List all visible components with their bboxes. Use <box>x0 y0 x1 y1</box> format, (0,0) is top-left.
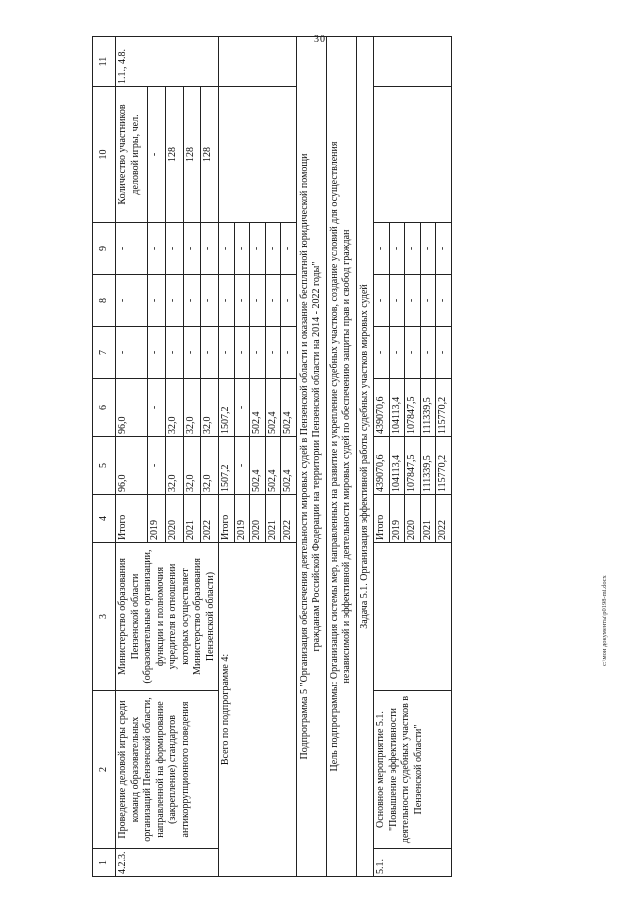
indicator-value: - <box>148 87 166 223</box>
value-cell: - <box>250 275 266 327</box>
value-cell: - <box>265 275 281 327</box>
value-cell: - <box>436 223 452 275</box>
regional-budget-cell: 439070,6 <box>374 379 390 437</box>
regional-budget-cell: - <box>234 379 250 437</box>
regional-budget-cell: 502,4 <box>250 379 266 437</box>
value-cell: - <box>183 327 201 379</box>
value-cell: - <box>405 275 421 327</box>
year-cell: 2020 <box>165 495 183 543</box>
indicator-value: 128 <box>165 87 183 223</box>
total-cell: 104113,4 <box>389 437 405 495</box>
value-cell: - <box>183 275 201 327</box>
measure-number: 5.1. <box>374 849 452 877</box>
value-cell: - <box>420 327 436 379</box>
value-cell: - <box>250 327 266 379</box>
value-cell: - <box>265 223 281 275</box>
subtotal-label: Всего по подпрограмме 4: <box>219 543 297 877</box>
subprogram-goal-row <box>326 37 356 877</box>
year-cell: 2019 <box>389 495 405 543</box>
total-cell: - <box>234 437 250 495</box>
measure-executor: Министерство образования Пензенской области (образовательные организации, функции и полномочия учредителя в отношении которых осуществляет Министерство образования Пензенской области) <box>116 543 219 691</box>
value-cell: - <box>201 327 219 379</box>
header-cell: 3 <box>93 543 116 691</box>
header-cell: 4 <box>93 495 116 543</box>
table-row <box>116 37 148 877</box>
total-cell: 111339,5 <box>420 437 436 495</box>
link-cell: 1.1., 4.8. <box>116 37 219 87</box>
value-cell: - <box>234 275 250 327</box>
value-cell: - <box>165 223 183 275</box>
table-row <box>374 37 390 877</box>
regional-budget-cell: - <box>148 379 166 437</box>
header-cell: 5 <box>93 437 116 495</box>
value-cell: - <box>389 327 405 379</box>
empty-cell <box>219 87 297 223</box>
total-cell: 502,4 <box>281 437 297 495</box>
total-cell: 107847,5 <box>405 437 421 495</box>
header-cell: 1 <box>93 849 116 877</box>
value-cell: - <box>234 223 250 275</box>
indicator-value: 128 <box>183 87 201 223</box>
indicator-name: Количество участников деловой игры, чел. <box>116 87 148 223</box>
value-cell: - <box>219 275 235 327</box>
value-cell: - <box>165 327 183 379</box>
value-cell: - <box>374 327 390 379</box>
header-cell: 7 <box>93 327 116 379</box>
total-cell: 1507,2 <box>219 437 235 495</box>
value-cell: - <box>265 327 281 379</box>
year-cell: Итого <box>116 495 148 543</box>
measure-name: Проведение деловой игры среди команд образовательных организаций Пензенской области, направленной на формирование (закрепление) стандартов антикоррупционного поведения <box>116 691 219 849</box>
empty-cell <box>374 37 452 87</box>
regional-budget-cell: 32,0 <box>183 379 201 437</box>
value-cell: - <box>201 223 219 275</box>
year-cell: 2020 <box>250 495 266 543</box>
subprogram-goal <box>326 37 356 877</box>
header-cell: 9 <box>93 223 116 275</box>
year-cell: 2021 <box>420 495 436 543</box>
regional-budget-cell: 107847,5 <box>405 379 421 437</box>
value-cell: - <box>183 223 201 275</box>
measure-number: 4.2.3. <box>116 849 219 877</box>
measure-name: Основное мероприятие 5.1. "Повышение эффективности деятельности судебных участков в Пензенской области" <box>374 691 452 849</box>
indicator-value: 128 <box>201 87 219 223</box>
regional-budget-cell: 502,4 <box>281 379 297 437</box>
year-cell: 2021 <box>265 495 281 543</box>
regional-budget-cell: 104113,4 <box>389 379 405 437</box>
total-cell: 96,0 <box>116 437 148 495</box>
value-cell: - <box>405 223 421 275</box>
value-cell: - <box>420 275 436 327</box>
regional-budget-cell: 32,0 <box>165 379 183 437</box>
total-cell: 439070,6 <box>374 437 390 495</box>
subprogram-goal-line: независимой и эффективной деятельности мировых судей по обеспечению защиты прав и свобод граждан <box>341 229 352 684</box>
header-cell: 8 <box>93 275 116 327</box>
year-cell: 2019 <box>148 495 166 543</box>
regional-budget-cell: 96,0 <box>116 379 148 437</box>
file-path-footer: c:\мои документы\p0198-mi.docx <box>601 575 608 666</box>
table-row <box>219 37 235 877</box>
total-cell: 115770,2 <box>436 437 452 495</box>
value-cell: - <box>116 327 148 379</box>
value-cell: - <box>281 275 297 327</box>
value-cell: - <box>250 223 266 275</box>
value-cell: - <box>165 275 183 327</box>
task-title: Задача 5.1. Организация эффективной работы судебных участков мировых судей <box>356 37 374 877</box>
year-cell: 2022 <box>281 495 297 543</box>
empty-cell <box>219 37 297 87</box>
value-cell: - <box>219 223 235 275</box>
value-cell: - <box>148 327 166 379</box>
value-cell: - <box>420 223 436 275</box>
value-cell: - <box>374 275 390 327</box>
page-number: 30 <box>314 34 326 45</box>
header-cell: 10 <box>93 87 116 223</box>
year-cell: 2021 <box>183 495 201 543</box>
year-cell: 2022 <box>201 495 219 543</box>
year-cell: 2020 <box>405 495 421 543</box>
header-cell: 2 <box>93 691 116 849</box>
value-cell: - <box>281 327 297 379</box>
task-row <box>356 37 374 877</box>
year-cell: 2019 <box>234 495 250 543</box>
value-cell: - <box>436 275 452 327</box>
regional-budget-cell: 111339,5 <box>420 379 436 437</box>
header-cell: 11 <box>93 37 116 87</box>
rotated-table-sheet <box>92 37 595 877</box>
value-cell: - <box>389 223 405 275</box>
header-cell: 6 <box>93 379 116 437</box>
measure-executor <box>374 543 452 691</box>
program-table <box>92 36 452 877</box>
value-cell: - <box>281 223 297 275</box>
value-cell: - <box>374 223 390 275</box>
total-cell: 32,0 <box>183 437 201 495</box>
year-cell: 2022 <box>436 495 452 543</box>
subprogram-title <box>296 37 326 877</box>
total-cell: 32,0 <box>201 437 219 495</box>
regional-budget-cell: 502,4 <box>265 379 281 437</box>
regional-budget-cell: 115770,2 <box>436 379 452 437</box>
value-cell: - <box>148 275 166 327</box>
value-cell: - <box>389 275 405 327</box>
value-cell: - <box>116 223 148 275</box>
subprogram-title-row <box>296 37 326 877</box>
value-cell: - <box>116 275 148 327</box>
year-cell: Итого <box>374 495 390 543</box>
regional-budget-cell: 32,0 <box>201 379 219 437</box>
value-cell: - <box>234 327 250 379</box>
year-cell: Итого <box>219 495 235 543</box>
empty-cell <box>374 87 452 223</box>
value-cell: - <box>219 327 235 379</box>
value-cell: - <box>436 327 452 379</box>
value-cell: - <box>201 275 219 327</box>
regional-budget-cell: 1507,2 <box>219 379 235 437</box>
total-cell: - <box>148 437 166 495</box>
total-cell: 502,4 <box>250 437 266 495</box>
subprogram-goal-line: Цель подпрограммы: Организация системы мер, направленных на развитие и укрепление судебных участков, создание условий для осуществления <box>328 141 340 772</box>
total-cell: 32,0 <box>165 437 183 495</box>
total-cell: 502,4 <box>265 437 281 495</box>
subprogram-title-line: гражданам Российской Федерации на территории Пензенской области на 2014 - 2022 годы" <box>311 261 322 652</box>
subprogram-title-line: Подпрограмма 5 "Организация обеспечения деятельности мировых судей в Пензенской области и оказание бесплатной юридической помощи <box>298 153 310 760</box>
value-cell: - <box>148 223 166 275</box>
column-number-row <box>93 37 116 877</box>
value-cell: - <box>405 327 421 379</box>
